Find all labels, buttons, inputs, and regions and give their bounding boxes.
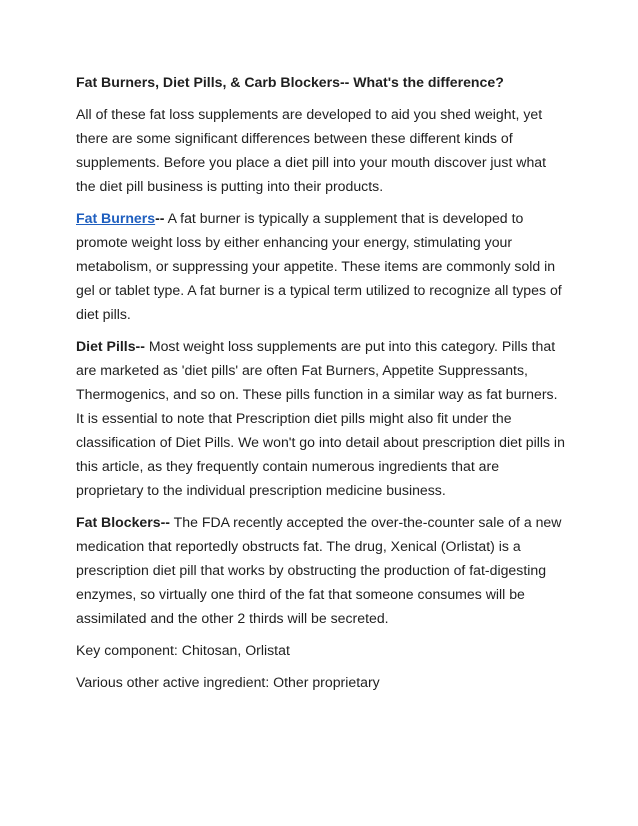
other-ingredient-line: Various other active ingredient: Other proprietary (76, 674, 380, 690)
fat-burners-separator: -- (155, 210, 165, 226)
fat-blockers-paragraph (76, 510, 566, 630)
fat-blockers-term: Fat Blockers-- (76, 514, 170, 530)
intro-paragraph: All of these fat loss supplements are developed to aid you shed weight, yet there are some significant differences between these different kinds of supplements. Before you place a diet pill into your mouth discover just what the diet pill business is putting into their products. (76, 106, 547, 194)
fat-burners-paragraph (76, 206, 566, 326)
fat-burners-text: A fat burner is typically a supplement that is developed to promote weight loss by either enhancing your energy, stimulating your metabolism, or suppressing your appetite. These items are commonly sold in gel or tablet type. A fat burner is a typical term utilized to recognize all types of diet pills. (76, 210, 562, 322)
fat-burners-link[interactable]: Fat Burners (76, 210, 156, 226)
document-title: Fat Burners, Diet Pills, & Carb Blockers-- What's the difference? (76, 74, 504, 90)
document-page (76, 70, 566, 702)
key-component-line: Key component: Chitosan, Orlistat (76, 642, 290, 658)
diet-pills-text: Most weight loss supplements are put into this category. Pills that are marketed as 'diet pills' are often Fat Burners, Appetite Suppressants, Thermogenics, and so on. These pills function in a similar way as fat burners. It is essential to note that Prescription diet pills might also fit under the classification of Diet Pills. We won't go into detail about prescription diet pills in this article, as they frequently contain numerous ingredients that are proprietary to the individual prescription medicine business. (76, 338, 565, 498)
fat-blockers-text: The FDA recently accepted the over-the-counter sale of a new medication that reportedly obstructs fat. The drug, Xenical (Orlistat) is a prescription diet pill that works by obstructing the production of fat-digesting enzymes, so virtually one third of the fat that someone consumes will be assimilated and the other 2 thirds will be secreted. (76, 514, 562, 626)
diet-pills-term: Diet Pills-- (76, 338, 145, 354)
diet-pills-paragraph (76, 334, 566, 502)
